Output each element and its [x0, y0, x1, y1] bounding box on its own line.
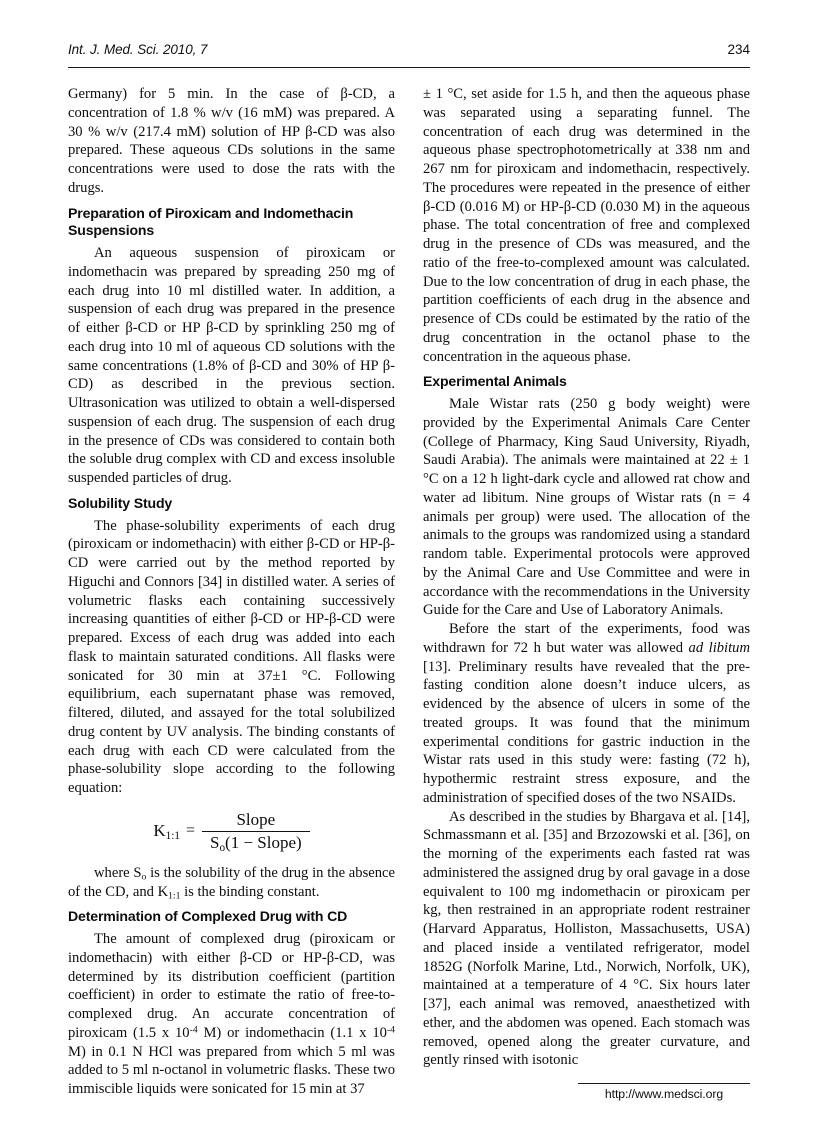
paragraph-wistar-rats: Male Wistar rats (250 g body weight) were provided by the Experimental Animals Care Center (College of Pharmacy, King Saud University, Riyadh, Saudi Arabia). The animals were maintained at 22 ± 1 °C on a 12 h light-dark cycle and allowed rat chow and water ad libitum. Nine groups of Wistar rats (n = 4 animals per group) were used. The allocation of the animals to the groups was randomized using a standard random table. Experimental protocols were approved by the Animal Care and Use Committee and were in accordance with the recommendations in the University Guide for the Care and Use of Laboratory Animals. [423, 396, 750, 619]
complexed-drug-text-c: M) in 0.1 N HCl was prepared from which 5 ml was added to 5 ml n-octanol in volumetric flasks. These two immiscible liquids were sonicated for 15 min at 37 [68, 1043, 395, 1097]
footer-rule [578, 1083, 750, 1084]
ad-libitum-italic: ad libitum [688, 639, 750, 656]
k11-subscript: 1:1 [168, 890, 181, 902]
paragraph-gavage-procedure: As described in the studies by Bhargava et al. [14], Schmassmann et al. [35] and Brzozowski et al. [36], on the morning of the experiments each fasted rat was administered the assigned drug by oral gavage in a dose equivalent to 100 mg indomethacin or piroxicam per kg, then restrained in an appropriate rodent restrainer (Harvard Apparatus, Holliston, Massachusetts, USA) and placed inside a ventilated refrigerator, model 1852G (Norfolk Marine, Ltd., Norwich, Norfolk, UK), maintained at a temperature of 4 °C. Six hours later [37], each animal was removed, anaesthetized with ether, and the abdomen was opened. Each stomach was removed, opened along the greater curvature, and gently rinsed with isotonic [423, 808, 750, 1069]
fasting-text-a: Before the start of the experiments, food was withdrawn for 72 h but water was allowed [423, 621, 750, 656]
paragraph-fasting-protocol [423, 620, 750, 808]
binding-constant-equation [68, 810, 395, 853]
paragraph-continuation-partition-coefficient: ± 1 °C, set aside for 1.5 h, and then the aqueous phase was separated using a separating funnel. The concentration of each drug was determined in the aqueous phase spectrophotometrically at 338 nm and 267 nm for piroxicam and indomethacin, respectively. The procedures were repeated in the presence of either β-CD (0.016 M) or HP-β-CD (0.030 M) in the aqueous phase. The total concentration of free and complexed drug in the presence of CDs was measured, and the ratio of the free-to-complexed amount was calculated. Due to the low concentration of drug in each phase, the partition coefficients of each drug in the absence and presence of CDs could be estimated by the ratio of the drug concentration in the octanol phase to the concentration in the aqueous phase. [423, 86, 750, 365]
header-rule [68, 67, 750, 68]
paragraph-continuation-cd-concentrations: Germany) for 5 min. In the case of β-CD, a concentration of 1.8 % w/v (16 mM) was prepared. A 30 % w/v (217.4 mM) solution of HP β-CD was also prepared. These aqueous CDs solutions in the same concentrations were used to dose the rats with the drugs. [68, 86, 395, 196]
journal-website-url: http://www.medsci.org [604, 1087, 724, 1101]
heading-determination-of-complexed-drug: Determination of Complexed Drug with CD [68, 908, 348, 925]
page-footer [578, 1083, 750, 1101]
heading-solubility-study: Solubility Study [68, 494, 173, 511]
equation-k-subscript: 1:1 [165, 830, 180, 843]
indomethacin-exponent: -4 [386, 1024, 395, 1036]
equation-equals-sign: = [185, 822, 195, 840]
so-subscript: o [141, 871, 147, 883]
page-number: 234 [727, 42, 750, 57]
left-column [68, 85, 395, 1097]
heading-preparation-of-suspensions: Preparation of Piroxicam and Indomethacin Suspensions [68, 204, 354, 239]
where-so-mid: is the solubility of the drug in the absence of the CD, and K [68, 864, 395, 900]
journal-reference: Int. J. Med. Sci. 2010, 7 [68, 42, 208, 57]
paragraph-complexed-drug-amount [68, 930, 395, 1099]
right-column [423, 85, 750, 1070]
equation-s-symbol: S [209, 832, 220, 852]
paragraph-phase-solubility: The phase-solubility experiments of each drug (piroxicam or indomethacin) with either β-CD or HP-β-CD were carried out by the method reported by Higuchi and Connors [34] in distilled water. A series of volumetric flasks each containing successively increasing quantities of either β-CD or HP-β-CD were prepared. Excess of each drug was added into each flask to maintain saturated conditions. All flasks were sonicated for 30 min at 37±1 °C. Following equilibrium, each supernatant phase was removed, filtered, diluted, and assayed for the total solubilized drug content by UV analysis. The binding constants of each drug with each CD were calculated from the phase-solubility slope according to the following equation: [68, 517, 395, 796]
equation-fraction [202, 810, 310, 853]
equation-lhs [153, 821, 180, 841]
equation-k-symbol: K [153, 821, 166, 841]
running-head [68, 42, 750, 64]
piroxicam-exponent: -4 [189, 1024, 198, 1036]
heading-experimental-animals: Experimental Animals [423, 373, 567, 390]
paragraph-where-so-definition [68, 864, 395, 902]
paragraph-aqueous-suspension: An aqueous suspension of piroxicam or indomethacin was prepared by spreading 250 mg of each drug into 10 ml distilled water. In addition, a suspension of each drug was prepared in the presence of either β-CD or HP β-CD by sprinkling 250 mg of each drug into 10 ml of aqueous CD solutions with the same concentrations (1.8% of β-CD and 30% of HP β-CD) as described in the previous section. Ultrasonication was utilized to obtain a well-dispersed suspension of each drug. The suspension of each drug in the presence of CDs was considered to contain both the soluble drug complex with CD and excess insoluble suspended particles of drug. [68, 245, 395, 486]
equation-denominator [202, 831, 310, 853]
equation-s-subscript: o [219, 841, 226, 854]
complexed-drug-text-a: The amount of complexed drug (piroxicam or indomethacin) with either β-CD or HP-β-CD, was determined by its distribution coefficient (partition coefficient) in order to estimate the ratio of free-to-complexed drug. An accurate concentration of piroxicam (1.5 x 10 [68, 931, 395, 1041]
complexed-drug-text-b: M) or indomethacin (1.1 x 10 [197, 1024, 387, 1041]
equation-denominator-rest: (1 − Slope) [225, 832, 302, 852]
where-so-post: is the binding constant. [180, 883, 320, 900]
fasting-text-b: [13]. Preliminary results have revealed that the pre-fasting condition alone doesn’t induce ulcers, as evidenced by the absence of ulcers in some of the treated groups. It was found that the minimum experimental conditions for gastric induction in the Wistar rats used in this study were: fasting (72 h), hypothermic restraint stress exposure, and the administration of specified doses of the two NSAIDs. [423, 658, 750, 806]
where-so-pre: where S [94, 864, 142, 881]
equation-numerator: Slope [236, 809, 276, 829]
